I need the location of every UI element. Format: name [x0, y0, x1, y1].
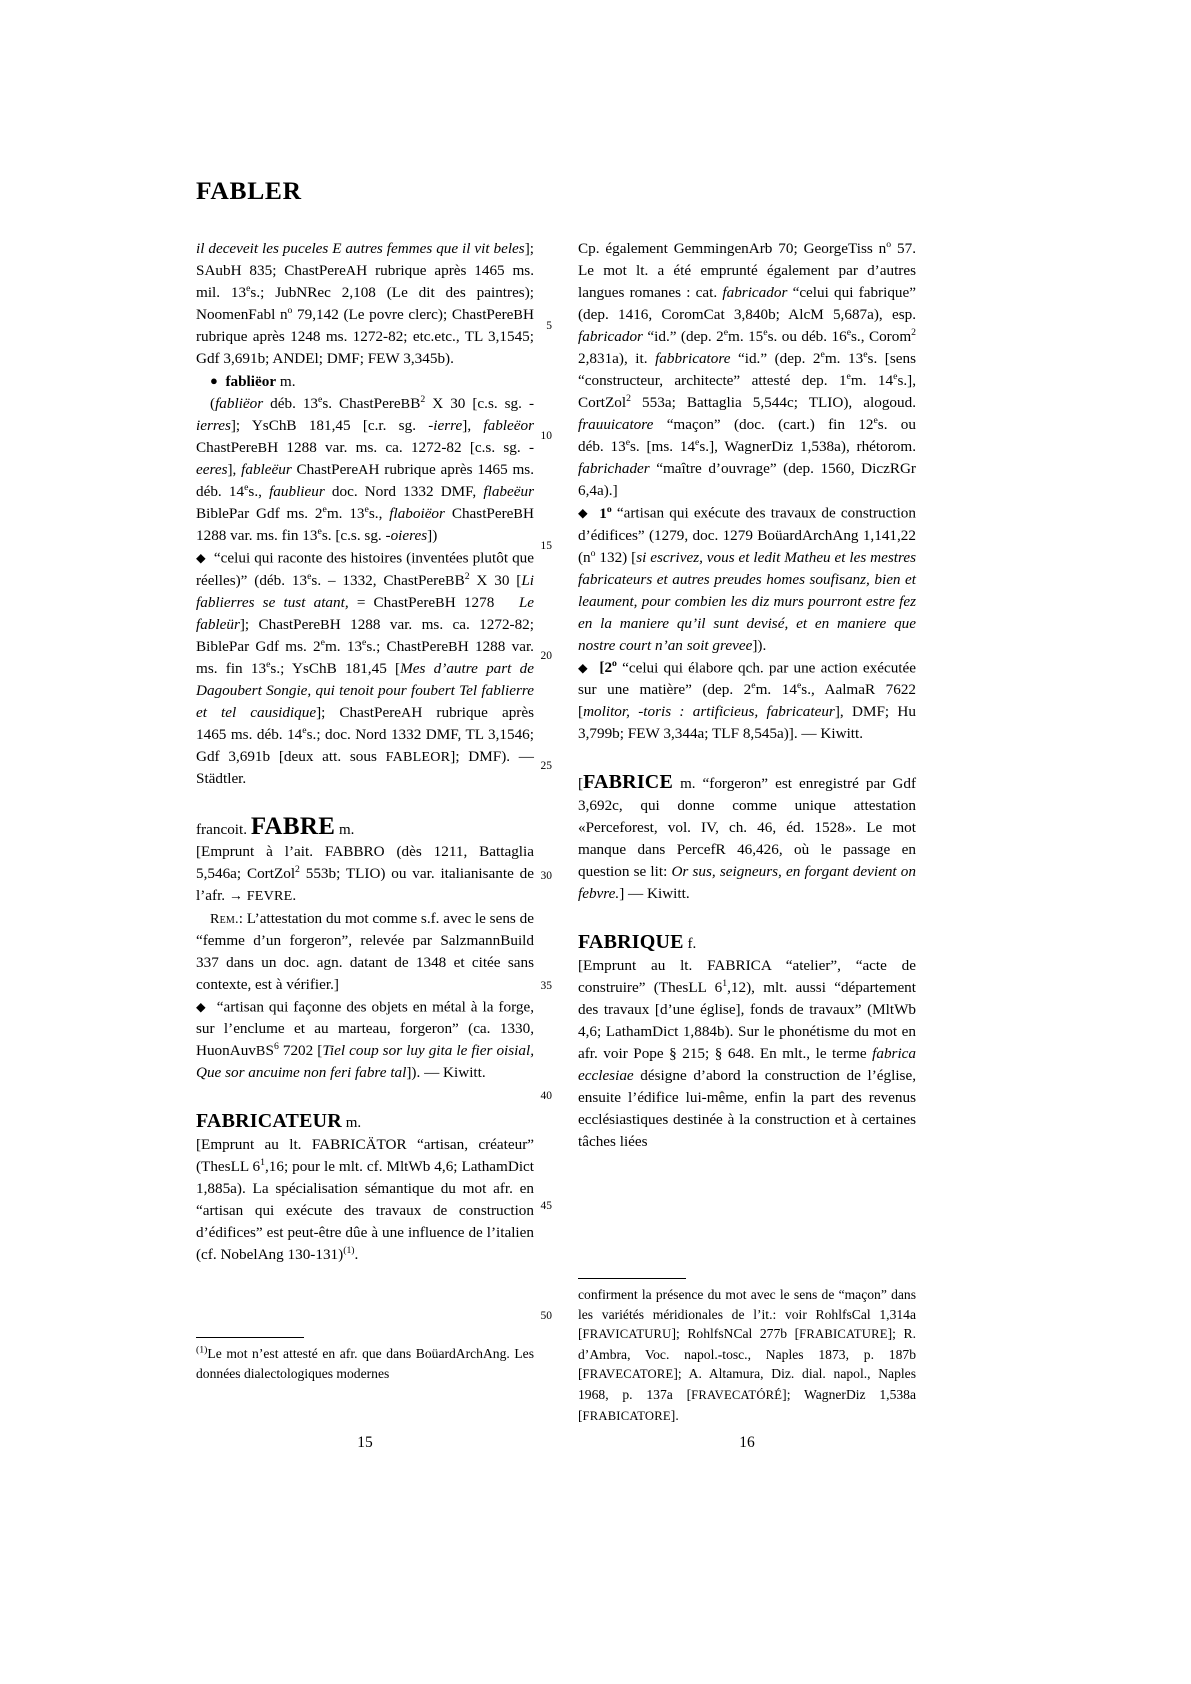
line-number: 20 [540, 650, 552, 662]
paragraph-fabricateur-etym-cont: Cp. également GemmingenArb 70; GeorgeTiss $n^o$ 57. Le mot lt. a été emprunté également par d’autres langues romanes : cat. fabricador “celui qui fabrique” (dep. 1416, CoromCat 3,840b; AlcM 5,687a), esp. fabricador “id.” (dep. 2em. 15es. ou déb. 16es., Corom$^2$ 2,831a), it. fabbricatore “id.” (dep. 2em. 13es. [sens “constructeur, architecte” attesté dep. 1em. 14es.], CortZol$^2$ 553a; Battaglia 5,544c; TLIO), alogoud. frauuicatore “maçon” (doc. (cart.) fin 12es. ou déb. 13es. [ms. 14es.], WagnerDiz 1,538a), rhétorom. fabrichader “maître d’ouvrage” (dep. 1560, DiczRGr 6,4a).] [578, 238, 916, 499]
page-number-left: 15 [357, 1434, 373, 1451]
running-head: FABLER [196, 176, 302, 205]
paragraph-fablieor-sense1: ◆ “celui qui raconte des histoires (inventées plutôt que réelles)” (déb. 13es. – 1332, ChastPereBB$^2$ X 30 [Li fablierres se tust atant, = ChastPereBH 1278 Le fableür]; ChastPereBH 1288 var. ms. ca. 1272-82; BiblePar Gdf ms. 2em. 13es.; ChastPereBH 1288 var. ms. fin 13es.; YsChB 181,45 [Mes d’autre part de Dagoubert Songie, qui tenoit pour foubert Tel fablierre et tel causidique]; ChastPereAH rubrique après 1465 ms. déb. 14es.; doc. Nord 1332 DMF, TL 3,1546; Gdf 3,691b [deux att. sous FABLEOR]; DMF). — Städtler. [196, 549, 534, 787]
paragraph-fabler-cont: il deceveit les puceles E autres femmes que il vit beles]; SAubH 835; ChastPereAH rubrique après 1465 ms. mil. 13es.; JubNRec 2,108 (Le dit des paintres); NoomenFabl $n^o$ 79,142 (Le povre clerc); ChastPereBH rubrique après 1248 ms. 1272-82; etc.etc., TL 3,1545; Gdf 3,691b; ANDEl; DMF; FEW 3,345b). [196, 240, 535, 367]
paragraph-fablieor-lemma: ● fabliëor m. [210, 373, 296, 390]
footnote-marker: (1) [196, 1344, 208, 1356]
line-number: 30 [540, 870, 552, 882]
line-number: 45 [540, 1200, 552, 1212]
paragraph-fablieor-forms: (fabliëor déb. 13es. ChastPereBB$^2$ X 30 [c.s. sg. -ierres]; YsChB 181,45 [c.r. sg. -ierre], fableëor ChastPereBH 1288 var. ms. ca. 1272-82 [c.s. sg. -eeres], fableëur ChastPereAH rubrique après 1465 ms. déb. 14es., faublieur doc. Nord 1332 DMF, flabeëur BiblePar Gdf ms. 2em. 13es., flaboiëor ChastPereBH 1288 var. ms. fin 13es. [c.s. sg. -oieres]) [196, 393, 535, 544]
line-number: 50 [540, 1310, 552, 1322]
line-number: 25 [540, 760, 552, 772]
right-column-footnote [578, 1278, 916, 1426]
footnote-rule [196, 1337, 304, 1338]
line-number: 40 [540, 1090, 552, 1102]
line-number: 35 [540, 980, 552, 992]
paragraph-fabre-head: francoit. FABRE m. [196, 812, 355, 840]
paragraph-fabre-sense1: ◆ “artisan qui façonne des objets en métal à la forge, sur l’enclume et au marteau, forgeron” (ca. 1330, HuonAuvBS$^6$ 7202 [Tiel coup sor luy gita le fier oisial, Que sor ancuime non feri fabre tal]). — Kiwitt. [196, 998, 534, 1081]
page-number-right: 16 [739, 1434, 755, 1451]
footnote-text: confirment la présence du mot avec le sens de “maçon” dans les variétés méridionales de l’it.: voir RohlfsCal 1,314a [FRAVICATURU]; RohlfsNCal 277b [FRABICATURE]; R. d’Ambra, Voc. napol.-tosc., Naples 1873, p. 187b [FRAVECATORE]; A. Altamura, Diz. dial. napol., Naples 1968, p. 137a [FRAVECATÓRÉ]; WagnerDiz 1,538a [FRABICATORE]. [578, 1287, 916, 1423]
paragraph-fabricateur-head: FABRICATEUR m. [196, 1110, 362, 1132]
footnote-text: $^{(1)}$Le mot n’est attesté en afr. que dans BoüardArchAng. Les données dialectologiques modernes [196, 1344, 534, 1381]
line-number: 10 [540, 430, 552, 442]
line-number: 15 [540, 540, 552, 552]
left-column-footnote [196, 1337, 534, 1383]
left-column [196, 238, 534, 1266]
line-number: 5 [546, 320, 552, 332]
paragraph-fabrique-etym: [Emprunt au lt. FABRICA “atelier”, “acte de construire” (ThesLL $6^1,12$), mlt. aussi “département des travaux [d’une église], fonds de travaux” (MltWb 4,6; LathamDict 1,884b). Sur le phonétisme du mot en afr. voir Pope § 215; § 648. En mlt., le terme fabrica ecclesiae désigne d’abord la construction de l’église, ensuite l’édifice lui-même, enfin la part des revenus ecclésiastiques destinée à la construction et à certaines tâches liées [578, 957, 916, 1150]
paragraph-fabre-etym: [Emprunt à l’ait. FABBRO (dès 1211, Battaglia 5,546a; CortZol$^2$ 553b; TLIO) ou var. italianisante de l’afr. → FEVRE. [196, 842, 534, 904]
paragraph-fabre-rem: Rem.: L’attestation du mot comme s.f. avec le sens de “femme d’un forgeron”, relevée par SalzmannBuild 337 dans un doc. agn. datant de 1348 et citée sans contexte, est à vérifier.] [196, 909, 534, 993]
paragraph-fabrique-head: FABRIQUE f. [578, 931, 697, 953]
right-column [578, 238, 916, 1153]
paragraph-fabricateur-sense1: ◆ 1$^o$ “artisan qui exécute des travaux de construction d’édifices” (1279, doc. 1279 BoüardArchAng 1,141,22 ($n^o$ 132) [si escrivez, vous et ledit Matheu et les mestres fabricateurs et autres preudes homes soufisanz, bien et leaument, pour combien les diz murs pourront estre fez en la maniere qu’il sunt devisé, et en maniere que nostre court n’an soit grevee]). [578, 503, 916, 654]
footnote-rule [578, 1278, 686, 1279]
paragraph-fabricateur-etym: [Emprunt au lt. FABRICÄTOR “artisan, créateur” (ThesLL $6^1,16$; pour le mlt. cf. MltWb 4,6; LathamDict 1,885a). La spécialisation sémantique du mot afr. en “artisan qui exécute des travaux de construction d’édifices” est peut-être dûe à une influence de l’italien (cf. NobelAng 130-131)$^{(1)}$. [196, 1136, 534, 1263]
paragraph-fabrice-entry: [FABRICE m. “forgeron” est enregistré par Gdf 3,692c, qui donne comme unique attestation «Perceforest, vol. IV, ch. 46, éd. 1528». Le mot manque dans PercefR 46,426, où le passage en question se lit: Or sus, seigneurs, en forgant devient on febvre.] — Kiwitt. [578, 771, 916, 902]
paragraph-fabricateur-sense2: ◆ [2$^o$ “celui qui élabore qch. par une action exécutée sur une matière” (dep. 2em. 14es., AalmaR 7622 [molitor, -toris : artificieus, fabricateur], DMF; Hu 3,799b; FEW 3,344a; TLF 8,545a)]. — Kiwitt. [578, 657, 917, 742]
